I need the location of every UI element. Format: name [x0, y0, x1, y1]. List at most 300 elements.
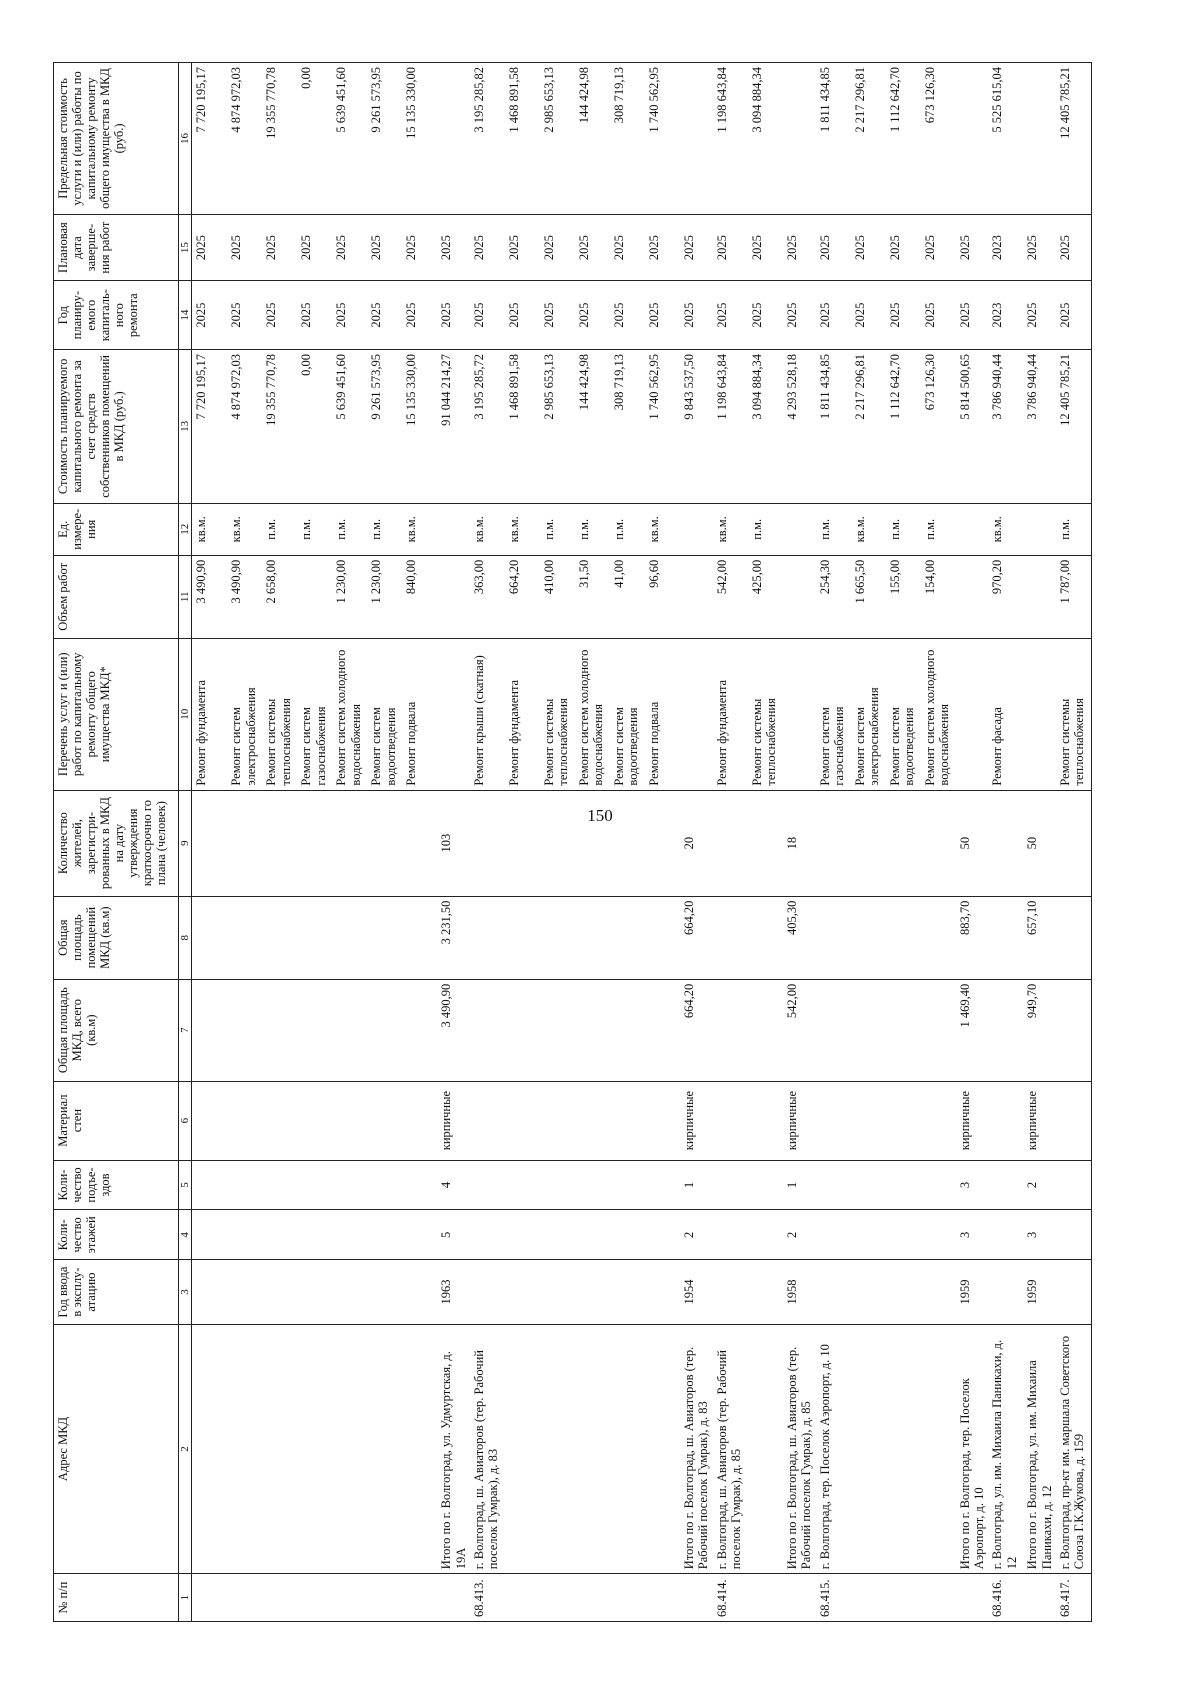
cell-repair-year: 2025: [886, 281, 921, 350]
cell-wall-material: [816, 1081, 851, 1160]
header-cell: Адрес МКД: [54, 1324, 179, 1573]
cell-repair-year: 2025: [540, 281, 575, 350]
cell-work-type: [956, 638, 989, 790]
cell-entrances: 4: [437, 1160, 470, 1210]
cell-entrances: [851, 1160, 886, 1210]
cell-address: [575, 1324, 610, 1573]
cell-work-volume: [783, 555, 816, 638]
cell-work-type: Ремонт систем водоотведения: [886, 638, 921, 790]
cell-residents: [851, 790, 886, 896]
cell-unit: кв.м.: [988, 503, 1023, 555]
cell-repair-cost: 4 874 972,03: [227, 349, 262, 503]
cell-entrances: [988, 1160, 1023, 1210]
cell-max-cost: 5 525 615,04: [988, 63, 1023, 215]
cell-address: [505, 1324, 540, 1573]
table-row: [297, 63, 332, 1622]
cell-floors: [192, 1210, 228, 1260]
column-number: 14: [179, 281, 192, 350]
cell-year-built: [610, 1260, 645, 1324]
cell-address: [332, 1324, 367, 1573]
cell-completion-year: 2025: [505, 214, 540, 281]
cell-repair-year: 2025: [575, 281, 610, 350]
cell-total-area: [886, 979, 921, 1081]
cell-floors: [1056, 1210, 1092, 1260]
table-row: [816, 63, 851, 1622]
cell-row-number: [575, 1574, 610, 1622]
cell-entrances: [297, 1160, 332, 1210]
cell-repair-year: 2025: [851, 281, 886, 350]
cell-floors: [505, 1210, 540, 1260]
cell-max-cost: 15 135 330,00: [402, 63, 437, 215]
cell-work-type: [437, 638, 470, 790]
cell-address: г. Волгоград, ш. Авиаторов (тер. Рабочий поселок Гумрак), д. 85: [713, 1324, 748, 1573]
cell-address: [645, 1324, 680, 1573]
cell-work-volume: 31,50: [575, 555, 610, 638]
cell-wall-material: кирпичные: [783, 1081, 816, 1160]
cell-repair-cost: 19 355 770,78: [262, 349, 297, 503]
cell-max-cost: [437, 63, 470, 215]
cell-address: г. Волгоград, ш. Авиаторов (тер. Рабочий поселок Гумрак), д. 83: [470, 1324, 505, 1573]
header-cell: Количество жителей, зарегистри-рованных в МКД на дату утверждения краткосрочно го плана (человек): [54, 790, 179, 896]
cell-work-volume: [956, 555, 989, 638]
cell-year-built: 1963: [437, 1260, 470, 1324]
cell-row-number: [886, 1574, 921, 1622]
cell-completion-year: 2025: [192, 214, 228, 281]
cell-work-type: Ремонт систем водоотведения: [610, 638, 645, 790]
cell-floors: [575, 1210, 610, 1260]
cell-max-cost: 2 217 296,81: [851, 63, 886, 215]
cell-repair-cost: 673 126,30: [921, 349, 956, 503]
cell-floors: [402, 1210, 437, 1260]
column-number: 9: [179, 790, 192, 896]
cell-completion-year: 2025: [367, 214, 402, 281]
cell-residents: [748, 790, 783, 896]
column-number: 10: [179, 638, 192, 790]
cell-row-number: [851, 1574, 886, 1622]
cell-premises-area: 883,70: [956, 896, 989, 979]
cell-max-cost: [956, 63, 989, 215]
cell-premises-area: [227, 896, 262, 979]
table-row: [575, 63, 610, 1622]
column-number: 13: [179, 349, 192, 503]
cell-work-volume: 3 490,90: [192, 555, 228, 638]
cell-year-built: 1959: [956, 1260, 989, 1324]
cell-work-volume: 1 230,00: [367, 555, 402, 638]
cell-work-volume: 155,00: [886, 555, 921, 638]
total-row: [783, 63, 816, 1622]
cell-year-built: [988, 1260, 1023, 1324]
cell-premises-area: [402, 896, 437, 979]
cell-work-volume: 970,20: [988, 555, 1023, 638]
cell-unit: п.м.: [886, 503, 921, 555]
cell-entrances: [645, 1160, 680, 1210]
cell-entrances: [713, 1160, 748, 1210]
cell-entrances: [816, 1160, 851, 1210]
cell-total-area: [192, 979, 228, 1081]
column-number-row: [179, 63, 192, 1622]
cell-wall-material: [610, 1081, 645, 1160]
cell-address: Итого по г. Волгоград, ш. Авиаторов (тер. Рабочий поселок Гумрак), д. 85: [783, 1324, 816, 1573]
cell-floors: 3: [1023, 1210, 1056, 1260]
cell-total-area: [227, 979, 262, 1081]
cell-work-volume: 2 658,00: [262, 555, 297, 638]
column-number: 3: [179, 1260, 192, 1324]
cell-floors: [645, 1210, 680, 1260]
column-number: 7: [179, 979, 192, 1081]
cell-max-cost: 12 405 785,21: [1056, 63, 1092, 215]
cell-work-volume: 96,60: [645, 555, 680, 638]
cell-row-number: [783, 1574, 816, 1622]
cell-work-type: Ремонт системы теплоснабжения: [540, 638, 575, 790]
cell-total-area: 664,20: [680, 979, 713, 1081]
cell-work-type: Ремонт систем газоснабжения: [297, 638, 332, 790]
cell-work-type: [680, 638, 713, 790]
cell-work-type: Ремонт системы теплоснабжения: [262, 638, 297, 790]
cell-address: [540, 1324, 575, 1573]
column-number: 16: [179, 63, 192, 215]
cell-work-type: Ремонт систем газоснабжения: [816, 638, 851, 790]
cell-completion-year: 2025: [851, 214, 886, 281]
cell-row-number: 68.415.: [816, 1574, 851, 1622]
cell-max-cost: 308 719,13: [610, 63, 645, 215]
cell-total-area: [540, 979, 575, 1081]
cell-repair-year: 2025: [680, 281, 713, 350]
header-cell: Плановая дата заверше-ния работ: [54, 214, 179, 281]
table-row: [470, 63, 505, 1622]
cell-repair-cost: 15 135 330,00: [402, 349, 437, 503]
cell-completion-year: 2025: [783, 214, 816, 281]
cell-work-volume: [680, 555, 713, 638]
header-cell: Год ввода в эксплу-атацию: [54, 1260, 179, 1324]
cell-max-cost: 5 639 451,60: [332, 63, 367, 215]
total-row: [680, 63, 713, 1622]
table-row: [192, 63, 228, 1622]
cell-total-area: 1 469,40: [956, 979, 989, 1081]
cell-repair-cost: 1 468 891,58: [505, 349, 540, 503]
cell-entrances: [1056, 1160, 1092, 1210]
table-header: [54, 63, 192, 1622]
cell-work-volume: 425,00: [748, 555, 783, 638]
cell-address: [610, 1324, 645, 1573]
cell-entrances: [192, 1160, 228, 1210]
cell-address: [227, 1324, 262, 1573]
cell-floors: [262, 1210, 297, 1260]
cell-total-area: [1056, 979, 1092, 1081]
cell-year-built: 1954: [680, 1260, 713, 1324]
cell-wall-material: [367, 1081, 402, 1160]
cell-unit: кв.м.: [713, 503, 748, 555]
cell-floors: 2: [783, 1210, 816, 1260]
cell-repair-year: 2025: [402, 281, 437, 350]
cell-floors: [988, 1210, 1023, 1260]
cell-premises-area: [262, 896, 297, 979]
cell-completion-year: 2025: [1023, 214, 1056, 281]
total-row: [437, 63, 470, 1622]
cell-completion-year: 2025: [1056, 214, 1092, 281]
cell-premises-area: [645, 896, 680, 979]
cell-entrances: [921, 1160, 956, 1210]
cell-total-area: [748, 979, 783, 1081]
cell-max-cost: 1 811 434,85: [816, 63, 851, 215]
cell-max-cost: 2 985 653,13: [540, 63, 575, 215]
cell-year-built: [367, 1260, 402, 1324]
cell-completion-year: 2025: [262, 214, 297, 281]
cell-work-type: Ремонт систем электроснабжения: [227, 638, 262, 790]
cell-repair-cost: 9 843 537,50: [680, 349, 713, 503]
header-cell: Стоимость планируемого капитального ремонта за счет средств собственников помещений в МКД (руб.): [54, 349, 179, 503]
table-row: [988, 63, 1023, 1622]
table-row: [367, 63, 402, 1622]
cell-floors: 3: [956, 1210, 989, 1260]
cell-completion-year: 2025: [713, 214, 748, 281]
cell-repair-cost: 12 405 785,21: [1056, 349, 1092, 503]
cell-work-type: Ремонт систем холодного водоснабжения: [921, 638, 956, 790]
cell-repair-cost: 3 094 884,34: [748, 349, 783, 503]
cell-total-area: [505, 979, 540, 1081]
cell-premises-area: [748, 896, 783, 979]
cell-work-type: Ремонт крыши (скатная): [470, 638, 505, 790]
table-row: [851, 63, 886, 1622]
cell-premises-area: [713, 896, 748, 979]
cell-entrances: [886, 1160, 921, 1210]
cell-row-number: [956, 1574, 989, 1622]
cell-work-type: Ремонт фасада: [988, 638, 1023, 790]
cell-repair-year: 2025: [332, 281, 367, 350]
header-cell: Общая площадь МКД, всего (кв.м): [54, 979, 179, 1081]
cell-address: [367, 1324, 402, 1573]
cell-work-volume: [437, 555, 470, 638]
column-number: 5: [179, 1160, 192, 1210]
cell-total-area: [402, 979, 437, 1081]
cell-floors: [748, 1210, 783, 1260]
cell-unit: кв.м.: [192, 503, 228, 555]
cell-repair-cost: 3 786 940,44: [1023, 349, 1056, 503]
cell-repair-year: 2025: [1056, 281, 1092, 350]
cell-repair-cost: 3 786 940,44: [988, 349, 1023, 503]
cell-repair-cost: 9 261 573,95: [367, 349, 402, 503]
cell-completion-year: 2025: [956, 214, 989, 281]
cell-floors: 2: [680, 1210, 713, 1260]
cell-entrances: [748, 1160, 783, 1210]
cell-entrances: [505, 1160, 540, 1210]
cell-completion-year: 2025: [748, 214, 783, 281]
cell-row-number: [332, 1574, 367, 1622]
cell-total-area: [297, 979, 332, 1081]
cell-row-number: [227, 1574, 262, 1622]
cell-year-built: [227, 1260, 262, 1324]
cell-work-volume: [1023, 555, 1056, 638]
cell-unit: п.м.: [262, 503, 297, 555]
cell-max-cost: 19 355 770,78: [262, 63, 297, 215]
cell-residents: [816, 790, 851, 896]
cell-work-type: Ремонт фундамента: [192, 638, 228, 790]
table-row: [332, 63, 367, 1622]
column-number: 1: [179, 1574, 192, 1622]
cell-row-number: [748, 1574, 783, 1622]
cell-row-number: [437, 1574, 470, 1622]
cell-completion-year: 2025: [402, 214, 437, 281]
cell-row-number: [262, 1574, 297, 1622]
cell-unit: п.м.: [575, 503, 610, 555]
cell-entrances: [227, 1160, 262, 1210]
cell-residents: [505, 790, 540, 896]
cell-row-number: 68.414.: [713, 1574, 748, 1622]
cell-residents: [713, 790, 748, 896]
cell-row-number: 68.413.: [470, 1574, 505, 1622]
cell-max-cost: 673 126,30: [921, 63, 956, 215]
cell-repair-cost: 1 198 643,84: [713, 349, 748, 503]
cell-unit: п.м.: [297, 503, 332, 555]
cell-wall-material: [713, 1081, 748, 1160]
cell-total-area: [713, 979, 748, 1081]
cell-address: [921, 1324, 956, 1573]
cell-unit: п.м.: [540, 503, 575, 555]
cell-row-number: [367, 1574, 402, 1622]
cell-max-cost: 1 468 891,58: [505, 63, 540, 215]
cell-max-cost: 3 094 884,34: [748, 63, 783, 215]
total-row: [956, 63, 989, 1622]
cell-row-number: 68.416.: [988, 1574, 1023, 1622]
cell-address: г. Волгоград, ул. им. Михаила Паникахи, д. 12: [988, 1324, 1023, 1573]
column-number: 12: [179, 503, 192, 555]
column-number: 15: [179, 214, 192, 281]
cell-address: Итого по г. Волгоград, ш. Авиаторов (тер. Рабочий поселок Гумрак), д. 83: [680, 1324, 713, 1573]
cell-work-type: Ремонт фундамента: [505, 638, 540, 790]
cell-max-cost: 7 720 195,17: [192, 63, 228, 215]
cell-year-built: [505, 1260, 540, 1324]
cell-wall-material: [988, 1081, 1023, 1160]
cell-completion-year: 2023: [988, 214, 1023, 281]
cell-floors: [610, 1210, 645, 1260]
page-number: 150: [587, 806, 613, 825]
cell-wall-material: [505, 1081, 540, 1160]
cell-year-built: [645, 1260, 680, 1324]
cell-work-type: Ремонт систем водоотведения: [367, 638, 402, 790]
cell-residents: 20: [680, 790, 713, 896]
cell-total-area: [816, 979, 851, 1081]
cell-unit: п.м.: [610, 503, 645, 555]
header-cell: Коли-чество этажей: [54, 1210, 179, 1260]
cell-max-cost: 1 740 562,95: [645, 63, 680, 215]
cell-entrances: [470, 1160, 505, 1210]
cell-address: [748, 1324, 783, 1573]
cell-wall-material: [297, 1081, 332, 1160]
cell-premises-area: 405,30: [783, 896, 816, 979]
cell-repair-cost: 3 195 285,72: [470, 349, 505, 503]
header-cell: Перечень услуг и (или) работ по капитальному ремонту общего имущества МКД*: [54, 638, 179, 790]
cell-work-volume: [297, 555, 332, 638]
cell-wall-material: [402, 1081, 437, 1160]
column-number: 2: [179, 1324, 192, 1573]
cell-total-area: [262, 979, 297, 1081]
cell-residents: [227, 790, 262, 896]
cell-repair-cost: 144 424,98: [575, 349, 610, 503]
cell-completion-year: 2025: [886, 214, 921, 281]
cell-repair-year: 2025: [437, 281, 470, 350]
cell-residents: [297, 790, 332, 896]
cell-floors: [332, 1210, 367, 1260]
cell-entrances: 3: [956, 1160, 989, 1210]
cell-total-area: [988, 979, 1023, 1081]
cell-completion-year: 2025: [437, 214, 470, 281]
cell-premises-area: 3 231,50: [437, 896, 470, 979]
cell-wall-material: кирпичные: [956, 1081, 989, 1160]
cell-premises-area: [540, 896, 575, 979]
cell-year-built: 1958: [783, 1260, 816, 1324]
cell-year-built: [470, 1260, 505, 1324]
cell-residents: [367, 790, 402, 896]
cell-unit: кв.м.: [402, 503, 437, 555]
rotated-sheet: [53, 62, 1200, 1622]
cell-entrances: [367, 1160, 402, 1210]
cell-residents: 103: [437, 790, 470, 896]
table-row: [227, 63, 262, 1622]
cell-max-cost: 144 424,98: [575, 63, 610, 215]
cell-year-built: [262, 1260, 297, 1324]
table-row: [262, 63, 297, 1622]
cell-floors: [540, 1210, 575, 1260]
cell-total-area: [610, 979, 645, 1081]
cell-year-built: [332, 1260, 367, 1324]
cell-year-built: [886, 1260, 921, 1324]
cell-row-number: [402, 1574, 437, 1622]
cell-address: Итого по г. Волгоград, ул. Удмуртская, д. 19А: [437, 1324, 470, 1573]
cell-premises-area: [575, 896, 610, 979]
cell-address: [402, 1324, 437, 1573]
cell-wall-material: [470, 1081, 505, 1160]
cell-wall-material: [921, 1081, 956, 1160]
cell-residents: [470, 790, 505, 896]
cell-total-area: [851, 979, 886, 1081]
cell-unit: [680, 503, 713, 555]
cell-premises-area: [851, 896, 886, 979]
header-cell: Ед. измере-ния: [54, 503, 179, 555]
cell-max-cost: 1 198 643,84: [713, 63, 748, 215]
cell-repair-year: 2025: [367, 281, 402, 350]
cell-residents: [988, 790, 1023, 896]
cell-row-number: [540, 1574, 575, 1622]
cell-premises-area: 657,10: [1023, 896, 1056, 979]
table-row: [540, 63, 575, 1622]
cell-entrances: 1: [680, 1160, 713, 1210]
cell-residents: [402, 790, 437, 896]
cell-unit: кв.м.: [470, 503, 505, 555]
cell-repair-year: 2025: [262, 281, 297, 350]
cell-row-number: [680, 1574, 713, 1622]
cell-work-volume: 1 665,50: [851, 555, 886, 638]
column-number: 11: [179, 555, 192, 638]
cell-total-area: 949,70: [1023, 979, 1056, 1081]
cell-work-volume: 363,00: [470, 555, 505, 638]
cell-repair-cost: 5 639 451,60: [332, 349, 367, 503]
cell-residents: [645, 790, 680, 896]
cell-address: г. Волгоград, пр-кт им. маршала Советского Союза Г.К.Жукова, д. 159: [1056, 1324, 1092, 1573]
cell-row-number: [921, 1574, 956, 1622]
cell-premises-area: [505, 896, 540, 979]
cell-completion-year: 2025: [645, 214, 680, 281]
header-cell: Предельная стоимость услуги и (или) работы по капитальному ремонту общего имущества в МКД (руб.): [54, 63, 179, 215]
cell-completion-year: 2025: [297, 214, 332, 281]
cell-work-volume: 410,00: [540, 555, 575, 638]
cell-repair-year: 2025: [956, 281, 989, 350]
cell-work-type: Ремонт подвала: [402, 638, 437, 790]
cell-premises-area: [332, 896, 367, 979]
cell-unit: п.м.: [816, 503, 851, 555]
cell-total-area: [332, 979, 367, 1081]
cell-repair-year: 2025: [816, 281, 851, 350]
cell-wall-material: [886, 1081, 921, 1160]
header-cell: Год планиру-емого капиталь-ного ремонта: [54, 281, 179, 350]
